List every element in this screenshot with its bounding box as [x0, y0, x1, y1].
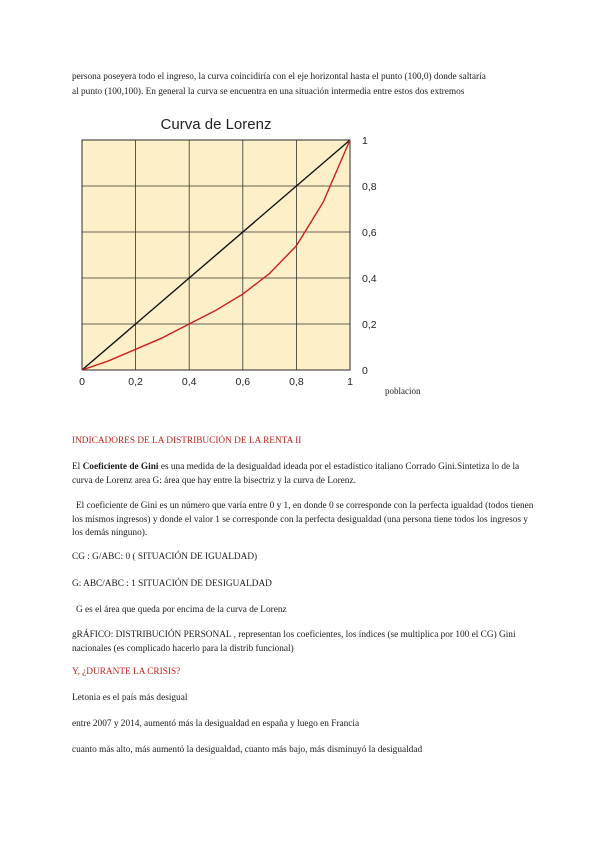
x-tick-label: 1: [347, 376, 353, 388]
crisis-heading: Y, ¿DURANTE LA CRISIS?: [72, 667, 181, 677]
x-tick-labels: [79, 376, 353, 388]
x-tick-label: 0,6: [235, 376, 251, 388]
y-tick-label: 0,2: [362, 319, 377, 331]
x-tick-label: 0,4: [181, 376, 197, 388]
area-g-note: G es el área que queda por encima de la curva de Lorenz: [76, 605, 287, 615]
crisis-line-3: cuanto más alto, más aumentó la desigualdad, cuanto más bajo, más disminuyó la desigualdad: [72, 745, 423, 755]
x-tick-label: 0,8: [289, 376, 304, 388]
equality-formula: CG : G/ABC: 0 ( SITUACIÓN DE IGUALDAD): [72, 552, 258, 562]
y-tick-label: 1: [362, 135, 368, 147]
y-tick-label: 0,8: [362, 181, 377, 193]
y-tick-label: 0,6: [362, 227, 377, 239]
chart-title: Curva de Lorenz: [160, 116, 272, 133]
crisis-line-1: Letonia es el país más desigual: [72, 693, 188, 703]
gini-prefix: El: [72, 462, 83, 472]
gini-definition: [72, 461, 534, 488]
gini-rest: es una medida de la desigualdad ideada por el estadístico italiano Corrado Gini.Sintetiza lo de la curva de Lorenz area G: área que hay entre la bisectriz y la curva de Lorenz.: [72, 462, 520, 486]
x-tick-label: 0,2: [128, 376, 143, 388]
gini-range-paragraph: El coeficiente de Gini es un número que varía entre 0 y 1, en donde 0 se corresponde con la perfecta igualdad (todos tienen los mismos ingresos) y donde el valor 1 se corresponde con la perfecta desigualdad (una persona tiene todos los ingresos y los demás ninguno).: [72, 501, 534, 538]
y-tick-label: 0,4: [362, 273, 377, 285]
lorenz-chart: [72, 108, 392, 388]
x-axis-label: poblacion: [385, 386, 421, 396]
intro-line-2: al punto (100,100). En general la curva se encuentra en una situación intermedia entre estos dos extremos: [72, 87, 465, 97]
y-tick-labels: [362, 135, 377, 377]
x-tick-label: 0: [79, 376, 85, 388]
personal-distribution-note: gRÁFICO: DISTRIBUCIÓN PERSONAL , representan los coeficientes, los índices (se multiplica por 100 el CG) Gini nacionales (es complicado hacerlo para la distrib funcional): [72, 630, 516, 654]
crisis-line-2: entre 2007 y 2014, aumentó más la desigualdad en españa y luego en Francia: [72, 719, 360, 729]
intro-line-1: persona poseyera todo el ingreso, la curva coincidiría con el eje horizontal hasta el punto (100,0) donde saltaría: [72, 72, 486, 82]
section-heading: INDICADORES DE LA DISTRIBUCIÓN DE LA RENTA II: [72, 436, 302, 446]
gini-term: Coeficiente de Gini: [82, 462, 159, 472]
y-tick-label: 0: [362, 365, 368, 377]
inequality-formula: G: ABC/ABC : 1 SITUACIÓN DE DESIGUALDAD: [72, 579, 272, 589]
